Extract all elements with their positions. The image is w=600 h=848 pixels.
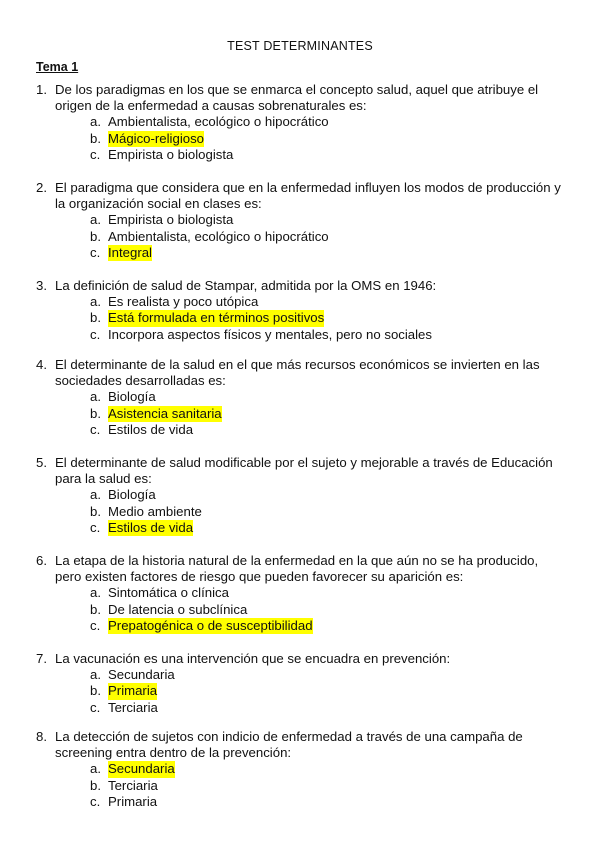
option-text: Primaria — [108, 793, 158, 809]
option-text: Empirista o biologista — [108, 212, 234, 228]
answer-option — [90, 520, 566, 536]
option-list — [36, 585, 566, 634]
answer-option — [90, 245, 566, 261]
option-list — [36, 761, 566, 810]
option-letter: a. — [90, 114, 101, 130]
document-title: TEST DETERMINANTES — [227, 39, 373, 53]
option-text: Es realista y poco utópica — [108, 294, 259, 310]
option-list — [36, 487, 566, 536]
question-8 — [36, 729, 566, 810]
question-stem — [36, 180, 566, 212]
answer-option — [90, 667, 566, 683]
answer-option — [90, 131, 566, 147]
answer-option — [90, 229, 566, 245]
option-letter: a. — [90, 487, 101, 503]
answer-option — [90, 504, 566, 520]
answer-option — [90, 487, 566, 503]
option-letter: a. — [90, 212, 101, 228]
question-text: El determinante de salud modificable por el sujeto y mejorable a través de Educación para la salud es: — [55, 455, 553, 487]
question-number: 3. — [36, 278, 47, 293]
option-letter: a. — [90, 667, 101, 683]
question-number: 1. — [36, 82, 47, 97]
highlighted-answer: Secundaria — [108, 761, 175, 777]
option-text: Incorpora aspectos físicos y mentales, pero no sociales — [108, 326, 432, 342]
question-text: El paradigma que considera que en la enfermedad influyen los modos de producción y la organización social en clases es: — [55, 180, 561, 212]
question-stem — [36, 357, 566, 389]
question-text: La vacunación es una intervención que se encuadra en prevención: — [55, 651, 451, 666]
option-letter: c. — [90, 519, 101, 535]
answer-option — [90, 778, 566, 794]
option-list — [36, 114, 566, 163]
answer-option — [90, 602, 566, 618]
question-number: 6. — [36, 553, 47, 568]
answer-option — [90, 683, 566, 699]
option-text: Terciaria — [108, 699, 158, 715]
option-text: Sintomática o clínica — [108, 585, 229, 601]
question-4 — [36, 357, 566, 438]
option-letter: c. — [90, 793, 101, 809]
question-text: La detección de sujetos con indicio de enfermedad a través de una campaña de screening entra dentro de la prevención: — [55, 729, 523, 761]
option-text: Ambientalista, ecológico o hipocrático — [108, 228, 329, 244]
question-stem — [36, 651, 566, 667]
question-stem — [36, 278, 566, 294]
option-text: Estilos de vida — [108, 421, 194, 437]
answer-option — [90, 406, 566, 422]
option-letter: c. — [90, 146, 101, 162]
option-list — [36, 212, 566, 261]
option-list — [36, 294, 566, 343]
option-letter: b. — [90, 228, 101, 244]
option-letter: b. — [90, 683, 101, 699]
option-text: Medio ambiente — [108, 503, 202, 519]
option-letter: c. — [90, 244, 101, 260]
option-letter: a. — [90, 761, 101, 777]
answer-option — [90, 422, 566, 438]
highlighted-answer: Integral — [108, 244, 152, 260]
option-letter: a. — [90, 389, 101, 405]
answer-option — [90, 761, 566, 777]
question-number: 4. — [36, 357, 47, 372]
question-number: 2. — [36, 180, 47, 195]
option-letter: b. — [90, 777, 101, 793]
section-heading: Tema 1 — [36, 60, 79, 74]
question-stem — [36, 455, 566, 487]
answer-option — [90, 310, 566, 326]
option-text: Biología — [108, 487, 156, 503]
question-stem — [36, 729, 566, 761]
option-letter: b. — [90, 405, 101, 421]
question-number: 8. — [36, 729, 47, 744]
option-list — [36, 389, 566, 438]
question-text: La definición de salud de Stampar, admitida por la OMS en 1946: — [55, 278, 437, 293]
option-letter: a. — [90, 294, 101, 310]
question-5 — [36, 455, 566, 536]
highlighted-answer: Prepatogénica o de susceptibilidad — [108, 617, 313, 633]
question-6 — [36, 553, 566, 634]
question-3 — [36, 278, 566, 343]
question-stem — [36, 82, 566, 114]
option-letter: b. — [90, 503, 101, 519]
answer-option — [90, 700, 566, 716]
option-letter: c. — [90, 326, 101, 342]
question-2 — [36, 180, 566, 261]
option-letter: b. — [90, 601, 101, 617]
option-letter: c. — [90, 699, 101, 715]
question-text: De los paradigmas en los que se enmarca el concepto salud, aquel que atribuye el origen de la enfermedad a causas sobrenaturales es: — [55, 82, 539, 114]
question-7 — [36, 651, 566, 716]
option-text: Secundaria — [108, 667, 175, 683]
option-letter: c. — [90, 617, 101, 633]
answer-option — [90, 389, 566, 405]
option-text: Terciaria — [108, 777, 158, 793]
highlighted-answer: Estilos de vida — [108, 519, 194, 535]
answer-option — [90, 618, 566, 634]
option-letter: a. — [90, 585, 101, 601]
answer-option — [90, 114, 566, 130]
answer-option — [90, 327, 566, 343]
option-list — [36, 667, 566, 716]
option-letter: b. — [90, 130, 101, 146]
question-stem — [36, 553, 566, 585]
question-text: El determinante de la salud en el que más recursos económicos se invierten en las sociedades desarrolladas es: — [55, 357, 540, 389]
answer-option — [90, 794, 566, 810]
option-letter: b. — [90, 310, 101, 326]
highlighted-answer: Mágico-religioso — [108, 130, 205, 146]
question-text: La etapa de la historia natural de la enfermedad en la que aún no se ha producido, pero existen factores de riesgo que pueden favorecer su aparición es: — [55, 553, 539, 585]
option-text: Ambientalista, ecológico o hipocrático — [108, 114, 329, 130]
option-letter: c. — [90, 421, 101, 437]
answer-option — [90, 147, 566, 163]
option-text: De latencia o subclínica — [108, 601, 248, 617]
question-number: 7. — [36, 651, 47, 666]
option-text: Empirista o biologista — [108, 146, 234, 162]
question-number: 5. — [36, 455, 47, 470]
answer-option — [90, 585, 566, 601]
answer-option — [90, 212, 566, 228]
answer-option — [90, 294, 566, 310]
option-text: Biología — [108, 389, 156, 405]
highlighted-answer: Primaria — [108, 683, 158, 699]
question-1 — [36, 82, 566, 163]
highlighted-answer: Está formulada en términos positivos — [108, 310, 325, 326]
highlighted-answer: Asistencia sanitaria — [108, 405, 222, 421]
